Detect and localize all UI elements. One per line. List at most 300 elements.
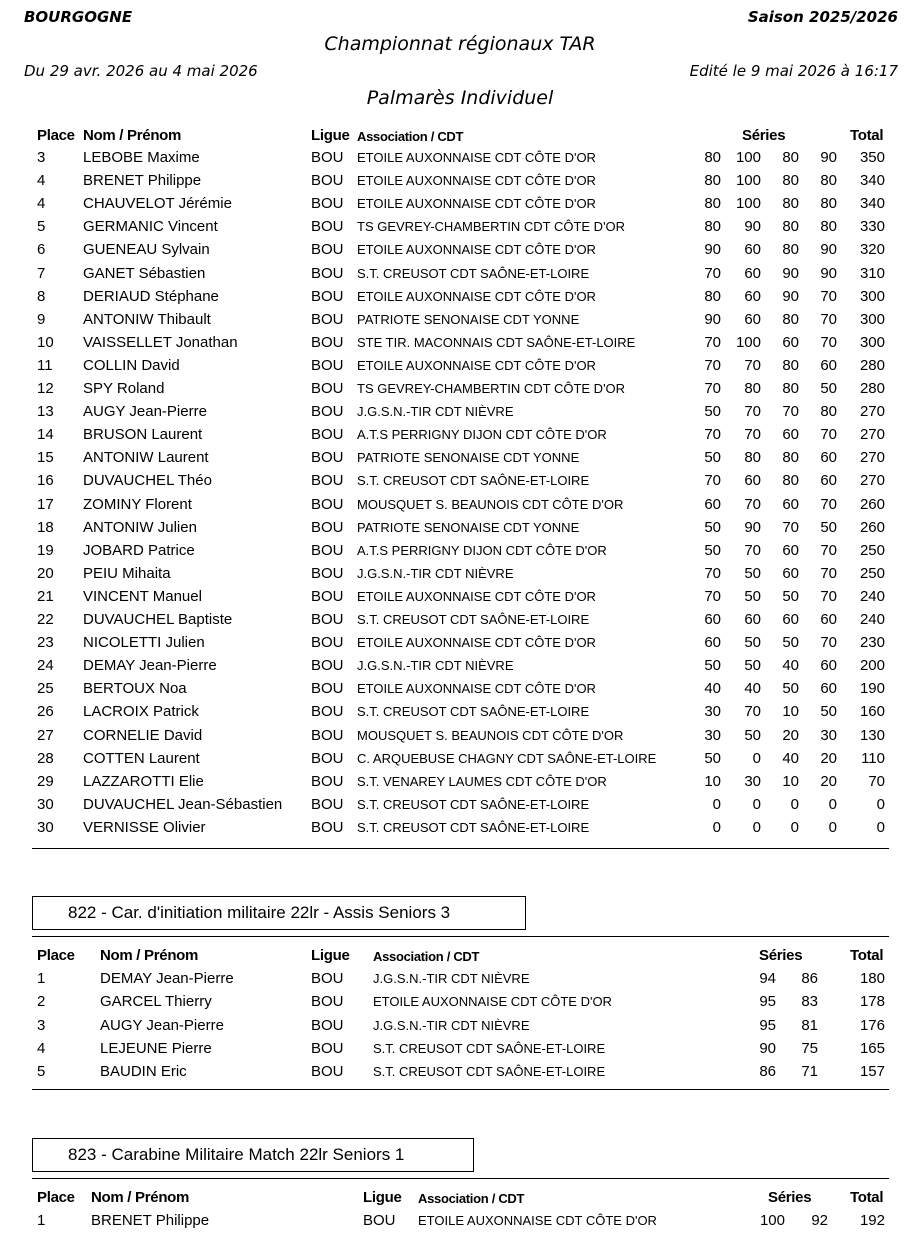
series-score-cell: 86 (759, 1063, 776, 1081)
table-row (0, 1063, 920, 1086)
series-score-cell: 95 (759, 993, 776, 1011)
series-score-cell: 30 (744, 772, 761, 790)
total-cell: 178 (859, 993, 885, 1011)
table-row (0, 970, 920, 993)
series-score-cell: 10 (782, 772, 799, 790)
total-cell: 130 (859, 726, 885, 744)
name-cell: GANET Sébastien (83, 264, 206, 282)
name-cell: ANTONIW Laurent (83, 449, 209, 467)
series-score-cell: 90 (759, 1039, 776, 1057)
league-cell: BOU (311, 703, 344, 721)
series-score-cell: 70 (820, 310, 837, 328)
total-cell: 250 (859, 541, 885, 559)
total-cell: 270 (859, 472, 885, 490)
association-cell: TS GEVREY-CHAMBERTIN CDT CÔTE D'OR (357, 381, 626, 396)
name-cell: PEIU Mihaita (83, 564, 171, 582)
name-cell: COTTEN Laurent (83, 749, 200, 767)
series-score-cell: 80 (704, 195, 721, 213)
series-score-cell: 0 (828, 818, 837, 836)
name-cell: DEMAY Jean-Pierre (83, 657, 217, 675)
total-cell: 0 (876, 795, 885, 813)
series-score-cell: 70 (744, 495, 761, 513)
table-row (0, 357, 920, 380)
association-cell: ETOILE AUXONNAISE CDT CÔTE D'OR (357, 150, 596, 165)
series-score-cell: 80 (744, 449, 761, 467)
table-row (0, 727, 920, 750)
name-cell: DEMAY Jean-Pierre (100, 970, 234, 987)
league-cell: BOU (311, 564, 344, 582)
association-cell: S.T. CREUSOT CDT SAÔNE-ET-LOIRE (373, 1040, 606, 1056)
series-score-cell: 80 (782, 380, 799, 397)
total-cell: 200 (859, 657, 885, 675)
table-row (0, 1212, 920, 1235)
series-score-cell: 0 (790, 795, 799, 813)
total-cell: 320 (859, 241, 885, 259)
series-score-cell: 30 (704, 703, 721, 721)
place-cell: 26 (37, 703, 54, 721)
total-cell: 190 (859, 680, 885, 698)
table-row (0, 588, 920, 611)
series-score-cell: 80 (782, 356, 799, 374)
series-score-cell: 70 (782, 403, 799, 421)
series-score-cell: 60 (782, 495, 799, 513)
col-header-series: Séries (742, 127, 786, 144)
col-header-series: Séries (759, 947, 803, 964)
name-cell: VERNISSE Olivier (83, 818, 206, 836)
table-row (0, 611, 920, 634)
total-cell: 260 (859, 495, 885, 513)
total-cell: 300 (859, 333, 885, 351)
table-row (0, 195, 920, 218)
association-cell: PATRIOTE SENONAISE CDT YONNE (357, 519, 580, 535)
series-score-cell: 10 (782, 703, 799, 721)
league-cell: BOU (311, 356, 344, 374)
series-score-cell: 60 (820, 472, 837, 490)
col-header-series: Séries (768, 1189, 812, 1206)
series-score-cell: 90 (820, 149, 837, 166)
table-row (0, 172, 920, 195)
association-cell: ETOILE AUXONNAISE CDT CÔTE D'OR (357, 242, 596, 258)
series-score-cell: 83 (801, 993, 818, 1011)
series-score-cell: 70 (704, 564, 721, 582)
series-score-cell: 70 (704, 472, 721, 490)
series-score-cell: 40 (782, 749, 799, 767)
association-cell: S.T. VENAREY LAUMES CDT CÔTE D'OR (357, 773, 607, 789)
edited-timestamp: Edité le 9 mai 2026 à 16:17 (689, 62, 898, 80)
series-score-cell: 50 (704, 403, 721, 421)
series-score-cell: 50 (820, 703, 837, 721)
name-cell: JOBARD Patrice (83, 541, 195, 559)
series-score-cell: 70 (820, 287, 837, 305)
table-row (0, 218, 920, 241)
series-score-cell: 60 (820, 680, 837, 698)
name-cell: AUGY Jean-Pierre (100, 1016, 224, 1034)
table-row (0, 565, 920, 588)
total-cell: 330 (859, 218, 885, 236)
association-cell: ETOILE AUXONNAISE CDT CÔTE D'OR (357, 173, 596, 189)
place-cell: 21 (37, 587, 54, 605)
league-cell: BOU (363, 1212, 396, 1229)
series-score-cell: 50 (704, 657, 721, 675)
association-cell: MOUSQUET S. BEAUNOIS CDT CÔTE D'OR (357, 496, 624, 512)
event-title-822: 822 - Car. d'initiation militaire 22lr - Assis Seniors 3 (32, 896, 526, 930)
place-cell: 24 (37, 657, 54, 675)
total-cell: 230 (859, 634, 885, 652)
table-row (0, 288, 920, 311)
series-score-cell: 80 (820, 195, 837, 213)
total-cell: 310 (859, 264, 885, 282)
league-cell: BOU (311, 749, 344, 767)
league-cell: BOU (311, 172, 344, 190)
series-score-cell: 60 (704, 495, 721, 513)
series-score-cell: 90 (820, 241, 837, 259)
association-cell: S.T. CREUSOT CDT SAÔNE-ET-LOIRE (357, 819, 590, 835)
table-row (0, 311, 920, 334)
total-cell: 270 (859, 449, 885, 467)
name-cell: DUVAUCHEL Baptiste (83, 611, 233, 628)
series-score-cell: 92 (811, 1212, 828, 1229)
place-cell: 20 (37, 564, 54, 582)
league-cell: BOU (311, 333, 344, 351)
name-cell: GARCEL Thierry (100, 993, 212, 1011)
league-cell: BOU (311, 657, 344, 675)
total-cell: 157 (859, 1063, 885, 1081)
series-score-cell: 90 (782, 287, 799, 305)
league-cell: BOU (311, 634, 344, 652)
series-score-cell: 60 (820, 611, 837, 628)
league-cell: BOU (311, 518, 344, 536)
place-cell: 5 (37, 1063, 46, 1081)
series-score-cell: 60 (820, 449, 837, 467)
series-score-cell: 60 (704, 611, 721, 628)
series-score-cell: 100 (735, 149, 761, 166)
series-score-cell: 10 (704, 772, 721, 790)
association-cell: PATRIOTE SENONAISE CDT YONNE (357, 311, 580, 327)
total-cell: 0 (876, 818, 885, 836)
series-score-cell: 50 (820, 380, 837, 397)
place-cell: 13 (37, 403, 54, 421)
col-header-league: Ligue (363, 1189, 402, 1206)
association-cell: STE TIR. MACONNAIS CDT SAÔNE-ET-LOIRE (357, 334, 636, 350)
table-row (0, 426, 920, 449)
page-subtitle: Palmarès Individuel (366, 87, 554, 109)
series-score-cell: 80 (704, 287, 721, 305)
series-score-cell: 70 (704, 356, 721, 374)
place-cell: 17 (37, 495, 54, 513)
name-cell: GUENEAU Sylvain (83, 241, 210, 259)
col-header-place: Place (37, 1189, 75, 1206)
league-cell: BOU (311, 611, 344, 628)
name-cell: BRUSON Laurent (83, 426, 203, 444)
league-cell: BOU (311, 241, 344, 259)
series-score-cell: 70 (704, 426, 721, 444)
name-cell: BERTOUX Noa (83, 680, 187, 698)
place-cell: 4 (37, 195, 46, 213)
series-score-cell: 60 (782, 541, 799, 559)
section-divider (32, 848, 889, 849)
series-score-cell: 95 (759, 1016, 776, 1034)
name-cell: DERIAUD Stéphane (83, 287, 219, 305)
series-score-cell: 0 (752, 818, 761, 836)
region-label: BOURGOGNE (24, 8, 133, 26)
name-cell: ZOMINY Florent (83, 495, 192, 513)
col-header-total: Total (850, 947, 884, 964)
total-cell: 192 (859, 1212, 885, 1229)
league-cell: BOU (311, 1039, 344, 1057)
total-cell: 270 (859, 426, 885, 444)
series-score-cell: 50 (744, 564, 761, 582)
series-score-cell: 50 (744, 587, 761, 605)
table-row (0, 149, 920, 172)
name-cell: LAZZAROTTI Elie (83, 772, 204, 790)
series-score-cell: 81 (801, 1016, 818, 1034)
place-cell: 4 (37, 172, 46, 190)
association-cell: A.T.S PERRIGNY DIJON CDT CÔTE D'OR (357, 427, 607, 443)
col-header-name: Nom / Prénom (83, 127, 182, 144)
league-cell: BOU (311, 287, 344, 305)
series-score-cell: 80 (744, 380, 761, 397)
name-cell: LACROIX Patrick (83, 703, 199, 721)
association-cell: ETOILE AUXONNAISE CDT CÔTE D'OR (357, 681, 596, 697)
series-score-cell: 20 (820, 749, 837, 767)
series-score-cell: 20 (782, 726, 799, 744)
place-cell: 25 (37, 680, 54, 698)
col-header-league: Ligue (311, 127, 350, 144)
league-cell: BOU (311, 264, 344, 282)
series-score-cell: 80 (704, 218, 721, 236)
series-score-cell: 60 (744, 287, 761, 305)
association-cell: J.G.S.N.-TIR CDT NIÈVRE (357, 404, 514, 420)
series-score-cell: 60 (744, 472, 761, 490)
series-score-cell: 80 (782, 218, 799, 236)
place-cell: 3 (37, 149, 46, 166)
series-score-cell: 70 (820, 587, 837, 605)
date-range: Du 29 avr. 2026 au 4 mai 2026 (24, 62, 258, 80)
name-cell: GERMANIC Vincent (83, 218, 218, 236)
series-score-cell: 70 (820, 495, 837, 513)
series-score-cell: 30 (820, 726, 837, 744)
series-score-cell: 40 (744, 680, 761, 698)
place-cell: 30 (37, 795, 54, 813)
series-score-cell: 0 (828, 795, 837, 813)
name-cell: LEBOBE Maxime (83, 149, 200, 166)
league-cell: BOU (311, 993, 344, 1011)
total-cell: 280 (859, 356, 885, 374)
name-cell: CHAUVELOT Jérémie (83, 195, 232, 213)
league-cell: BOU (311, 726, 344, 744)
association-cell: MOUSQUET S. BEAUNOIS CDT CÔTE D'OR (357, 727, 624, 743)
series-score-cell: 80 (820, 218, 837, 236)
association-cell: ETOILE AUXONNAISE CDT CÔTE D'OR (357, 588, 596, 604)
place-cell: 23 (37, 634, 54, 652)
table-row (0, 796, 920, 819)
place-cell: 18 (37, 518, 54, 536)
association-cell: ETOILE AUXONNAISE CDT CÔTE D'OR (357, 196, 596, 212)
series-score-cell: 70 (744, 426, 761, 444)
total-cell: 70 (868, 772, 885, 790)
col-header-league: Ligue (311, 947, 350, 964)
series-score-cell: 70 (744, 703, 761, 721)
name-cell: SPY Roland (83, 380, 165, 397)
association-cell: ETOILE AUXONNAISE CDT CÔTE D'OR (357, 288, 596, 304)
league-cell: BOU (311, 472, 344, 490)
association-cell: S.T. CREUSOT CDT SAÔNE-ET-LOIRE (357, 796, 590, 812)
table-row (0, 496, 920, 519)
series-score-cell: 75 (801, 1039, 818, 1057)
league-cell: BOU (311, 818, 344, 836)
name-cell: LEJEUNE Pierre (100, 1039, 212, 1057)
name-cell: BRENET Philippe (91, 1212, 210, 1229)
league-cell: BOU (311, 970, 344, 987)
place-cell: 12 (37, 380, 54, 397)
series-score-cell: 60 (782, 611, 799, 628)
league-cell: BOU (311, 426, 344, 444)
series-score-cell: 50 (704, 449, 721, 467)
col-header-place: Place (37, 947, 75, 964)
series-score-cell: 60 (782, 426, 799, 444)
association-cell: C. ARQUEBUSE CHAGNY CDT SAÔNE-ET-LOIRE (357, 750, 657, 766)
series-score-cell: 70 (820, 541, 837, 559)
series-score-cell: 60 (744, 241, 761, 259)
table-row (0, 680, 920, 703)
total-cell: 165 (859, 1039, 885, 1057)
league-cell: BOU (311, 680, 344, 698)
col-header-place: Place (37, 127, 75, 144)
place-cell: 15 (37, 449, 54, 467)
series-score-cell: 0 (790, 818, 799, 836)
series-score-cell: 80 (782, 172, 799, 190)
name-cell: DUVAUCHEL Jean-Sébastien (83, 795, 283, 813)
place-cell: 6 (37, 241, 46, 259)
place-cell: 16 (37, 472, 54, 490)
series-score-cell: 70 (704, 380, 721, 397)
association-cell: S.T. CREUSOT CDT SAÔNE-ET-LOIRE (373, 1064, 606, 1080)
association-cell: J.G.S.N.-TIR CDT NIÈVRE (373, 1017, 530, 1033)
total-cell: 250 (859, 564, 885, 582)
series-score-cell: 90 (704, 310, 721, 328)
league-cell: BOU (311, 795, 344, 813)
association-cell: TS GEVREY-CHAMBERTIN CDT CÔTE D'OR (357, 219, 626, 235)
series-score-cell: 94 (759, 970, 776, 987)
place-cell: 9 (37, 310, 46, 328)
association-cell: PATRIOTE SENONAISE CDT YONNE (357, 450, 580, 466)
series-score-cell: 50 (820, 518, 837, 536)
series-score-cell: 50 (704, 541, 721, 559)
series-score-cell: 80 (820, 403, 837, 421)
association-cell: J.G.S.N.-TIR CDT NIÈVRE (357, 565, 514, 581)
series-score-cell: 60 (782, 333, 799, 351)
name-cell: AUGY Jean-Pierre (83, 403, 207, 421)
league-cell: BOU (311, 587, 344, 605)
col-header-assoc: Association / CDT (373, 949, 480, 964)
col-header-name: Nom / Prénom (100, 947, 199, 964)
place-cell: 19 (37, 541, 54, 559)
total-cell: 300 (859, 287, 885, 305)
table-row (0, 265, 920, 288)
name-cell: DUVAUCHEL Théo (83, 472, 212, 490)
col-header-total: Total (850, 127, 884, 144)
association-cell: A.T.S PERRIGNY DIJON CDT CÔTE D'OR (357, 542, 607, 558)
place-cell: 14 (37, 426, 54, 444)
series-score-cell: 50 (744, 726, 761, 744)
series-score-cell: 80 (704, 149, 721, 166)
series-score-cell: 70 (782, 518, 799, 536)
total-cell: 110 (861, 749, 885, 767)
col-header-assoc: Association / CDT (418, 1191, 525, 1206)
col-header-assoc: Association / CDT (357, 129, 464, 144)
table-row (0, 703, 920, 726)
place-cell: 10 (37, 333, 54, 351)
series-score-cell: 80 (782, 449, 799, 467)
series-score-cell: 50 (744, 634, 761, 652)
table-row (0, 472, 920, 495)
series-score-cell: 40 (704, 680, 721, 698)
series-score-cell: 0 (712, 795, 721, 813)
league-cell: BOU (311, 218, 344, 236)
league-cell: BOU (311, 149, 344, 166)
series-score-cell: 90 (782, 264, 799, 282)
name-cell: VINCENT Manuel (83, 587, 202, 605)
place-cell: 29 (37, 772, 54, 790)
section-divider (32, 1089, 889, 1090)
total-cell: 240 (859, 611, 885, 628)
name-cell: ANTONIW Julien (83, 518, 197, 536)
league-cell: BOU (311, 541, 344, 559)
place-cell: 1 (37, 970, 46, 987)
series-score-cell: 50 (782, 634, 799, 652)
series-score-cell: 40 (782, 657, 799, 675)
series-score-cell: 100 (735, 333, 761, 351)
total-cell: 350 (859, 149, 885, 166)
series-score-cell: 0 (752, 749, 761, 767)
name-cell: BAUDIN Eric (100, 1063, 187, 1081)
place-cell: 27 (37, 726, 54, 744)
series-score-cell: 50 (704, 518, 721, 536)
season-label: Saison 2025/2026 (747, 8, 898, 26)
league-cell: BOU (311, 449, 344, 467)
series-score-cell: 70 (704, 333, 721, 351)
place-cell: 7 (37, 264, 46, 282)
series-score-cell: 60 (782, 564, 799, 582)
series-score-cell: 60 (744, 611, 761, 628)
association-cell: ETOILE AUXONNAISE CDT CÔTE D'OR (357, 357, 596, 373)
table-row (0, 1017, 920, 1040)
series-score-cell: 70 (744, 356, 761, 374)
table-row (0, 449, 920, 472)
series-score-cell: 60 (744, 264, 761, 282)
total-cell: 340 (859, 195, 885, 213)
section-divider (32, 1178, 889, 1179)
league-cell: BOU (311, 195, 344, 213)
total-cell: 180 (859, 970, 885, 987)
series-score-cell: 100 (759, 1212, 785, 1229)
association-cell: S.T. CREUSOT CDT SAÔNE-ET-LOIRE (357, 473, 590, 489)
total-cell: 260 (859, 518, 885, 536)
place-cell: 4 (37, 1039, 46, 1057)
series-score-cell: 70 (744, 541, 761, 559)
total-cell: 240 (859, 587, 885, 605)
series-score-cell: 80 (782, 472, 799, 490)
table-row (0, 773, 920, 796)
association-cell: ETOILE AUXONNAISE CDT CÔTE D'OR (357, 635, 596, 651)
place-cell: 5 (37, 218, 46, 236)
place-cell: 3 (37, 1016, 46, 1034)
association-cell: J.G.S.N.-TIR CDT NIÈVRE (357, 658, 514, 674)
name-cell: COLLIN David (83, 356, 180, 374)
series-score-cell: 70 (704, 587, 721, 605)
association-cell: S.T. CREUSOT CDT SAÔNE-ET-LOIRE (357, 704, 590, 720)
place-cell: 2 (37, 993, 46, 1011)
